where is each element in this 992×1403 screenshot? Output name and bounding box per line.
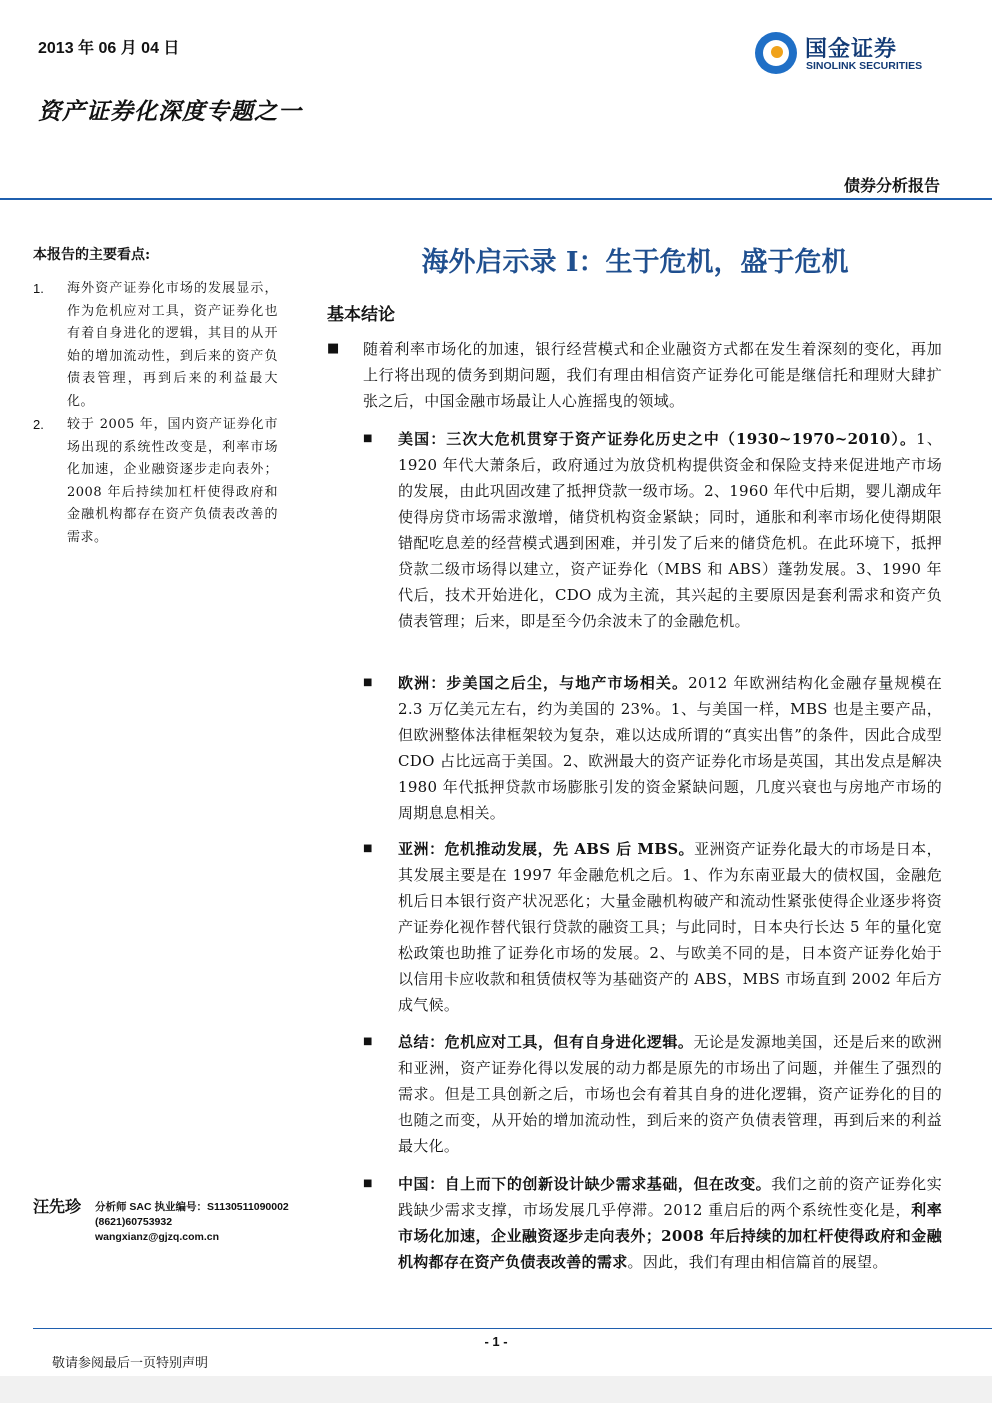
key-point — [33, 278, 278, 413]
item-body: 1、1920 年代大萧条后，政府通过为放贷机构提供资金和保险支持来促进地产市场的发展，由此巩固改建了抵押贷款一级市场。2、1960 年代中后期，婴儿潮成年使得房贷市场需求激增，储贷机构资金紧缺；同时，通胀和利率市场化使得期限错配吃息差的经营模式遇到困难，并引发了后来的储贷危机。在此环境下，抵押贷款二级市场得以建立，资产证券化（MBS 和 ABS）蓬勃发展。3、1990 年代后，技术开始进化，CDO 成为主流，其兴起的主要原因是套利需求和资产负债表管理；后来，即是至今仍余波未了的金融危机。 — [398, 430, 943, 630]
lead-text: 随着利率市场化的加速，银行经营模式和企业融资方式都在发生着深刻的变化，再加上行将出现的债务到期问题，我们有理由相信资产证券化可能是继信托和理财大肆扩张之后，中国金融市场最让人心旌摇曳的领域。 — [363, 340, 942, 410]
key-points-sidebar — [33, 244, 278, 550]
key-point — [33, 414, 278, 549]
lead-paragraph — [327, 336, 942, 414]
author-phone: (8621)60753932 — [95, 1216, 173, 1228]
item-heading: 中国：自上而下的创新设计缺少需求基础，但在改变。 — [398, 1175, 772, 1193]
conclusion-item-summary — [362, 1029, 942, 1159]
square-bullet-icon: ■ — [327, 341, 340, 356]
logo-cn-text: 国金证券 — [805, 37, 898, 62]
item-body: 2012 年欧洲结构化金融存量规模在 2.3 万亿美元左右，约为美国的 23%。1、与美国一样，MBS 也是主要产品，但欧洲整体法律框架较为复杂，难以达成所谓的“真实出售”的条件，因此合成型 CDO 占比远高于美国。2、欧洲最大的资产证券化市场是英国，其出发点是解决 1980 年代抵押贷款市场膨胀引发的资金紧缺问题，几度兴衰也与房地产市场的周期息息相关。 — [398, 674, 943, 822]
conclusion-item-china — [362, 1171, 942, 1275]
square-bullet-icon: ■ — [363, 1178, 373, 1189]
key-point-number: 2. — [33, 417, 44, 432]
item-body: 我们之前的资产证券化实践缺少需求支撑，市场发展几乎停滞。2012 重启后的两个系统性变化是， — [398, 1175, 942, 1219]
square-bullet-icon: ■ — [363, 677, 373, 688]
author-info — [95, 1200, 289, 1245]
item-text — [398, 1171, 942, 1275]
item-emphasis: 利率市场化加速，企业融资逐步走向表外；2008 年后持续的加杠杆使得政府和金融机构都存在资产负债表改善的需求 — [398, 1201, 942, 1271]
conclusion-item-europe — [362, 670, 942, 826]
item-heading: 美国：三次大危机贯穿于资产证券化历史之中（1930~1970~2010）。 — [398, 430, 917, 448]
conclusion-item-us — [362, 426, 942, 634]
key-points-title: 本报告的主要看点: — [33, 247, 151, 263]
item-body: 亚洲资产证券化最大的市场是日本，其发展主要是在 1997 年金融危机之后。1、作为东南亚最大的债权国，金融危机后日本银行资产状况恶化；大量金融机构破产和流动性紧张使得企业逐步将资产证券化视作替代银行贷款的融资工具；与此同时，日本央行长达 5 年的量化宽松政策也助推了证券化市场的发展。2、与欧美不同的是，日本资产证券化始于以信用卡应收款和租赁债权等为基础资产的 ABS，MBS 市场直到 2002 年后方成气候。 — [398, 840, 942, 1014]
author-email: wangxianz@gjzq.com.cn — [95, 1231, 220, 1243]
item-heading: 亚洲：危机推动发展，先 ABS 后 MBS。 — [398, 840, 695, 858]
section-heading: 基本结论 — [327, 305, 395, 325]
logo-en-text: SINOLINK SECURITIES — [806, 60, 923, 72]
item-text — [398, 670, 942, 826]
header-rule — [0, 198, 992, 200]
report-type: 债券分析报告 — [843, 176, 940, 195]
item-text — [398, 836, 942, 1018]
item-text — [398, 426, 942, 634]
item-text — [398, 1029, 942, 1159]
author-sac-id: 分析师 SAC 执业编号：S1130511090002 — [95, 1201, 289, 1213]
item-heading: 总结：危机应对工具，但有自身进化逻辑。 — [398, 1033, 694, 1051]
sinolink-logo — [755, 30, 945, 76]
item-body: 无论是发源地美国，还是后来的欧洲和亚洲，资产证券化得以发展的动力都是原先的市场出了问题，并催生了强烈的需求。但是工具创新之后，市场也会有着其自身的进化逻辑，资产证券化的目的也随之而变，从开始的增加流动性，到后来的资产负债表管理，再到后来的利益最大化。 — [398, 1033, 942, 1155]
item-body-end: 。因此，我们有理由相信篇首的展望。 — [627, 1253, 888, 1271]
item-heading: 欧洲：步美国之后尘，与地产市场相关。 — [398, 674, 689, 692]
series-title: 资产证券化深度专题之一 — [38, 98, 302, 125]
footer-band — [0, 1376, 992, 1403]
square-bullet-icon: ■ — [363, 433, 373, 444]
conclusion-item-asia — [362, 836, 942, 1018]
square-bullet-icon: ■ — [363, 1036, 373, 1047]
key-point-text: 较于 2005 年，国内资产证券化市场出现的系统性改变是，利率市场化加速，企业融资逐步走向表外；2008 年后持续加杠杆使得政府和金融机构都存在资产负债表改善的需求。 — [67, 417, 278, 545]
footer-rule — [33, 1328, 992, 1329]
disclaimer-note: 敬请参阅最后一页特别声明 — [52, 1356, 209, 1371]
page-number: - 1 - — [484, 1334, 508, 1349]
square-bullet-icon: ■ — [363, 843, 373, 854]
report-date: 2013 年 06 月 04 日 — [38, 40, 180, 57]
key-point-text: 海外资产证券化市场的发展显示，作为危机应对工具，资产证券化也有着自身进化的逻辑，其目的从开始的增加流动性，到后来的资产负债表管理，再到后来的利益最大化。 — [67, 281, 278, 409]
logo-dot-icon — [771, 46, 783, 58]
report-title: 海外启示录 I：生于危机，盛于危机 — [421, 247, 849, 278]
author-name: 汪先珍 — [33, 1197, 82, 1216]
key-point-number: 1. — [33, 281, 44, 296]
